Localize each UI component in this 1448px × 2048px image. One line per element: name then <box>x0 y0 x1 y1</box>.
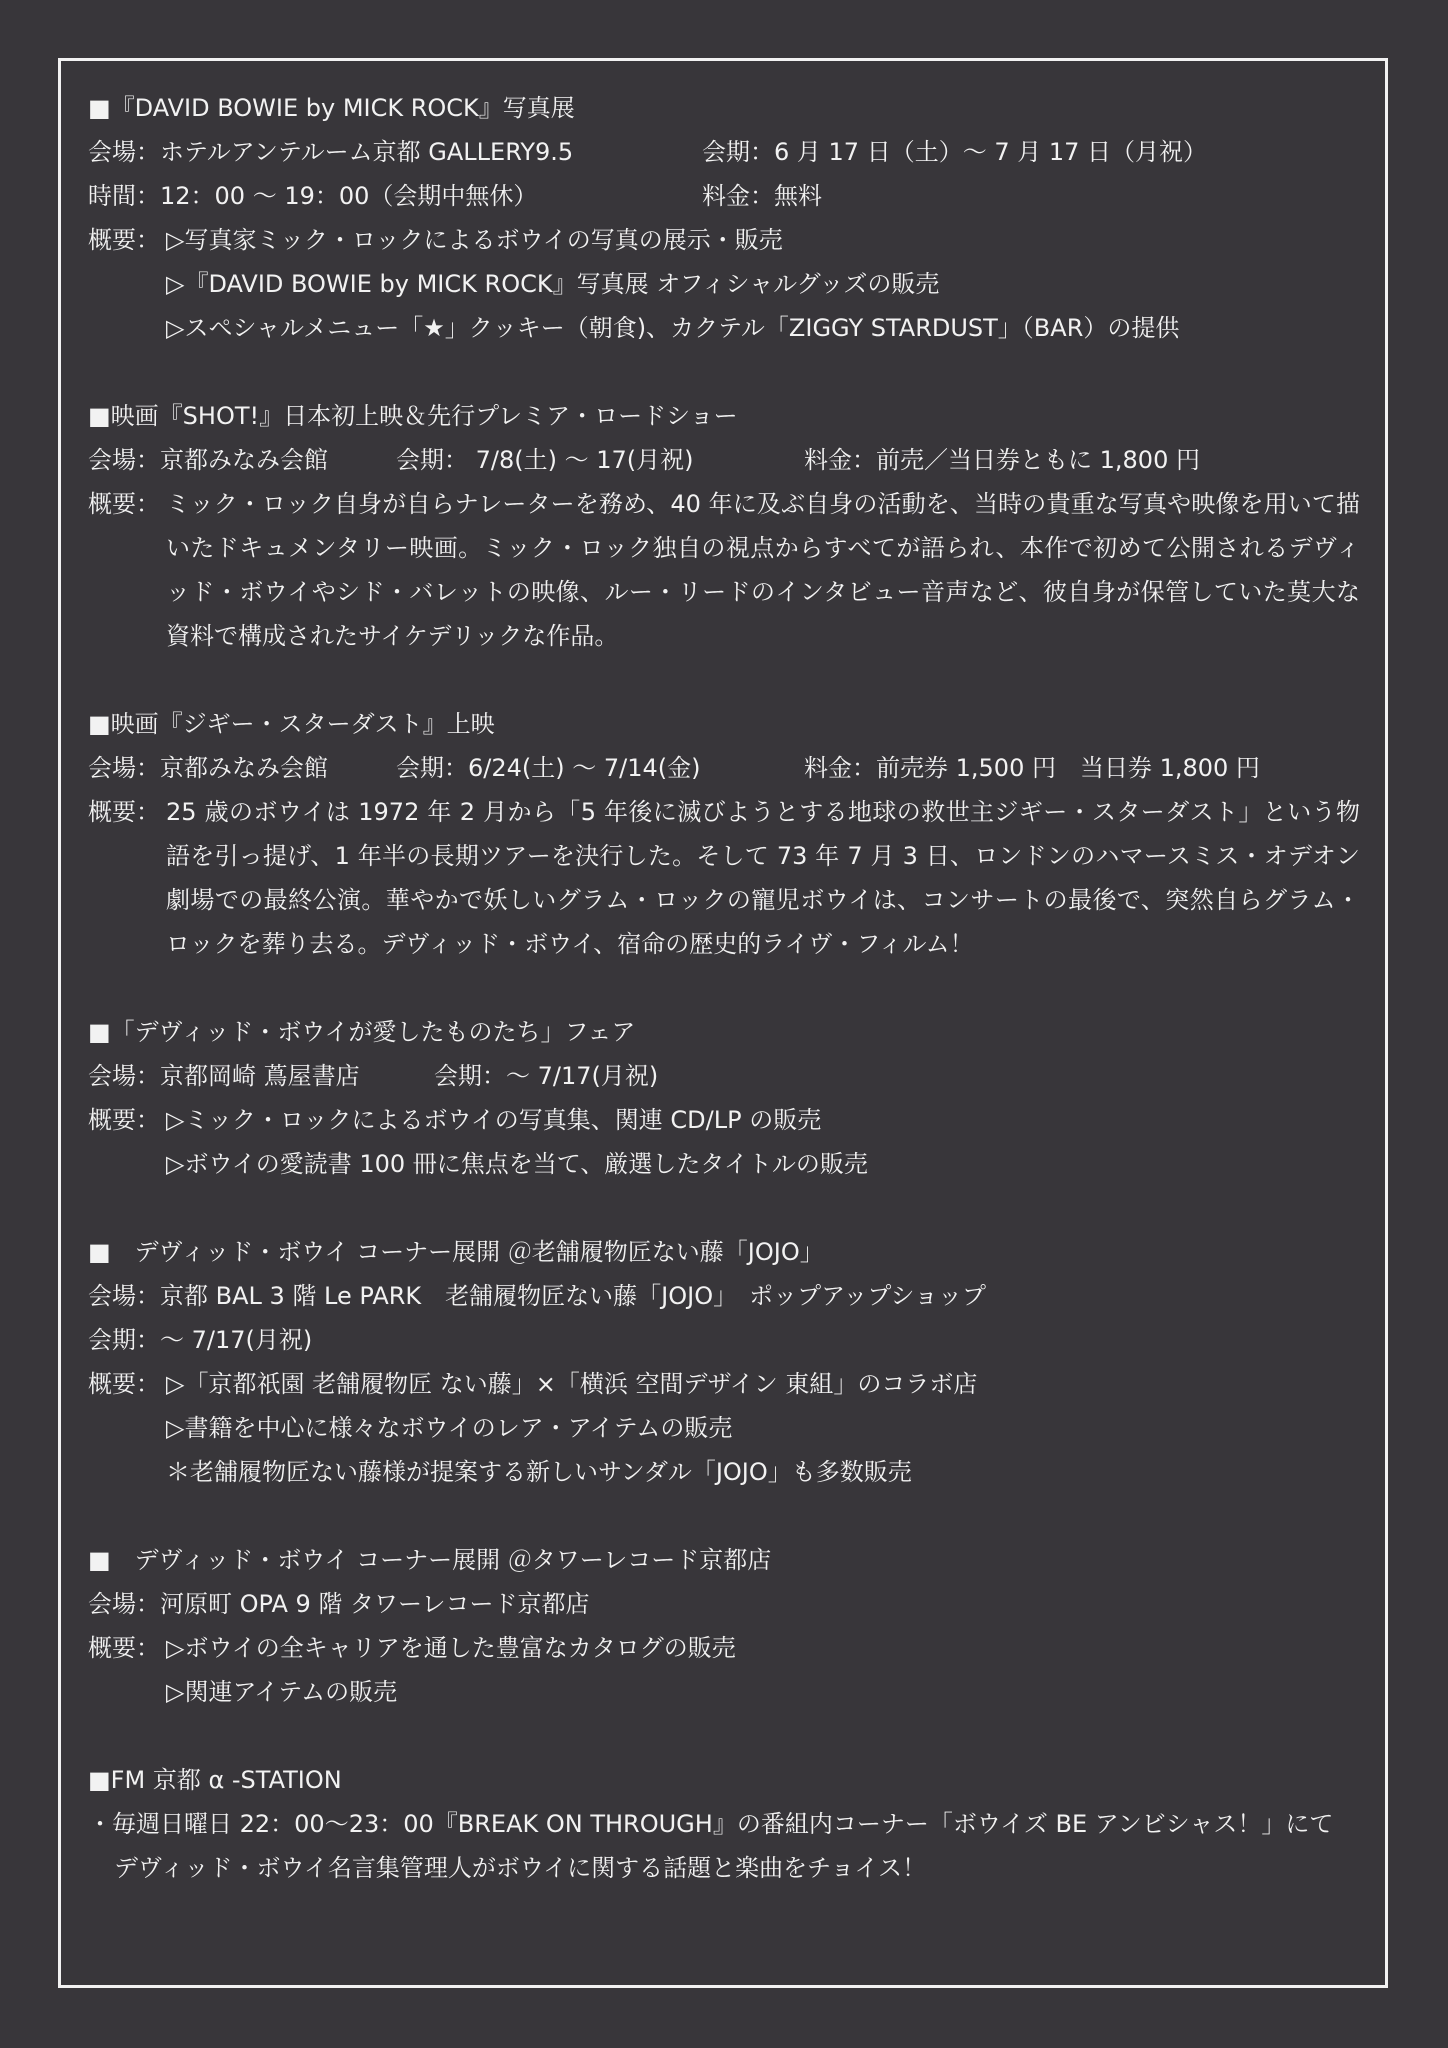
period-row <box>88 1318 1368 1362</box>
period-label: 会期： <box>88 1326 160 1354</box>
venue-row <box>88 746 1368 790</box>
list-item: ▷「京都祇園 老舗履物匠 ない藤」×「横浜 空間デザイン 東組」のコラボ店 <box>166 1370 978 1398</box>
section-photo-exhibition <box>88 86 1368 350</box>
venue-label: 会場： <box>88 754 160 782</box>
period-text: 会期：6/24(土) ～ 7/14(金) <box>396 754 701 782</box>
fee-text: 料金：前売券 1,500 円 当日券 1,800 円 <box>804 754 1260 782</box>
period-text: 会期：6 月 17 日（土）～ 7 月 17 日（月祝） <box>702 138 1208 166</box>
venue-label: 会場： <box>88 1062 160 1090</box>
section-title: ■映画『SHOT!』日本初上映＆先行プレミア・ロードショー <box>88 402 738 430</box>
list-item: ▷ボウイの全キャリアを通した豊富なカタログの販売 <box>166 1634 736 1662</box>
list-item: ▷関連アイテムの販売 <box>166 1678 398 1706</box>
fee-text: 料金：前売／当日券ともに 1,800 円 <box>804 446 1200 474</box>
time-row <box>88 174 1368 218</box>
period-text: 会期： 7/8(土) ～ 17(月祝) <box>396 446 694 474</box>
period-text: 会期：～ 7/17(月祝) <box>434 1062 659 1090</box>
overview-label: 概要： <box>88 1370 160 1398</box>
section-title: ■FM 京都 α -STATION <box>88 1766 342 1794</box>
overview-row <box>88 218 1368 262</box>
venue-row <box>88 1054 1368 1098</box>
venue-label: 会場： <box>88 1590 160 1618</box>
section-tower-records <box>88 1538 1368 1714</box>
list-item: ▷写真家ミック・ロックによるボウイの写真の展示・販売 <box>166 226 783 254</box>
venue-value: ホテルアンテルーム京都 GALLERY9.5 <box>160 138 574 166</box>
section-ziggy-film <box>88 702 1368 966</box>
list-item: ▷書籍を中心に様々なボウイのレア・アイテムの販売 <box>166 1414 733 1442</box>
venue-value: 京都みなみ会館 <box>160 754 328 782</box>
section-shot-film <box>88 394 1368 658</box>
radio-line: デヴィッド・ボウイ名言集管理人がボウイに関する話題と楽曲をチョイス！ <box>114 1854 927 1882</box>
venue-row <box>88 438 1368 482</box>
venue-row <box>88 1274 1368 1318</box>
overview-row <box>88 1626 1368 1670</box>
venue-label: 会場： <box>88 446 160 474</box>
list-item: ▷『DAVID BOWIE by MICK ROCK』写真展 オフィシャルグッズの販売 <box>166 270 940 298</box>
overview-label: 概要： <box>88 490 160 518</box>
section-fair <box>88 1010 1368 1186</box>
time-value: 12：00 ～ 19：00（会期中無休） <box>160 182 538 210</box>
list-item: ▷ボウイの愛読書 100 冊に焦点を当て、厳選したタイトルの販売 <box>166 1150 868 1178</box>
venue-value: 河原町 OPA 9 階 タワーレコード京都店 <box>160 1590 590 1618</box>
venue-value: 京都 BAL 3 階 Le PARK 老舗履物匠ない藤「JOJO」 ポップアップショップ <box>160 1282 986 1310</box>
section-title: ■映画『ジギー・スターダスト』上映 <box>88 710 495 738</box>
overview-row <box>88 790 1368 966</box>
radio-line: ・毎週日曜日 22：00～23：00『BREAK ON THROUGH』の番組内コーナー「ボウイズ BE アンビシャス！」にて <box>88 1810 1334 1838</box>
overview-label: 概要： <box>88 798 160 826</box>
section-jojo-corner <box>88 1230 1368 1494</box>
period-value: ～ 7/17(月祝) <box>160 1326 313 1354</box>
venue-label: 会場： <box>88 1282 160 1310</box>
overview-row <box>88 482 1368 658</box>
section-title: ■『DAVID BOWIE by MICK ROCK』写真展 <box>88 94 575 122</box>
fee-text: 料金：無料 <box>702 182 822 210</box>
overview-label: 概要： <box>88 226 160 254</box>
overview-text: 25 歳のボウイは 1972 年 2 月から「5 年後に滅びようとする地球の救世主ジギー・スターダスト」という物語を引っ提げ、1 年半の長期ツアーを決行した。そして 73 年 7 月 3 日、ロンドンのハマースミス・オデオン劇場での最終公演。華やかで妖しいグラム・ロックの寵児ボウイは、コンサートの最後で、突然自らグラム・ロックを葬り去る。デヴィッド・ボウイ、宿命の歴史的ライヴ・フィルム！ <box>166 798 1360 958</box>
section-fm-radio <box>88 1758 1368 1890</box>
document-body <box>88 86 1368 1934</box>
section-title: ■ デヴィッド・ボウイ コーナー展開 ＠タワーレコード京都店 <box>88 1546 772 1574</box>
overview-row <box>88 1362 1368 1406</box>
venue-row <box>88 1582 1368 1626</box>
overview-row <box>88 1098 1368 1142</box>
venue-label: 会場： <box>88 138 160 166</box>
section-title: ■ デヴィッド・ボウイ コーナー展開 ＠老舗履物匠ない藤「JOJO」 <box>88 1238 824 1266</box>
venue-value: 京都岡崎 蔦屋書店 <box>160 1062 360 1090</box>
overview-text: ミック・ロック自身が自らナレーターを務め、40 年に及ぶ自身の活動を、当時の貴重な写真や映像を用いて描いたドキュメンタリー映画。ミック・ロック独自の視点からすべてが語られ、本作で初めて公開されるデヴィッド・ボウイやシド・バレットの映像、ルー・リードのインタビュー音声など、彼自身が保管していた莫大な資料で構成されたサイケデリックな作品。 <box>166 490 1360 650</box>
venue-value: 京都みなみ会館 <box>160 446 328 474</box>
section-title: ■「デヴィッド・ボウイが愛したものたち」フェア <box>88 1018 636 1046</box>
time-label: 時間： <box>88 182 160 210</box>
overview-label: 概要： <box>88 1106 160 1134</box>
venue-row <box>88 130 1368 174</box>
list-item: ▷ミック・ロックによるボウイの写真集、関連 CD/LP の販売 <box>166 1106 822 1134</box>
overview-label: 概要： <box>88 1634 160 1662</box>
list-item: ＊老舗履物匠ない藤様が提案する新しいサンダル「JOJO」も多数販売 <box>166 1458 912 1486</box>
list-item: ▷スペシャルメニュー「★」クッキー（朝食)、カクテル「ZIGGY STARDUST」（BAR）の提供 <box>166 314 1180 342</box>
